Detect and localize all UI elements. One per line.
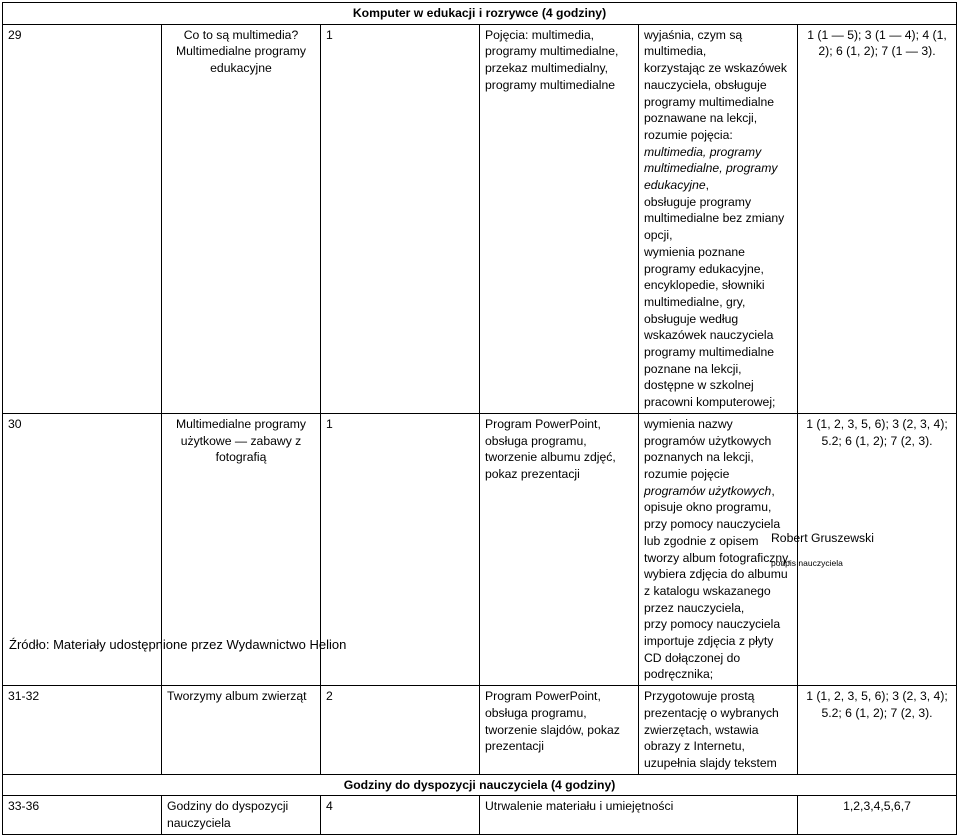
skill-item: opisuje okno programu, bbox=[644, 500, 772, 515]
skill-item: przy pomocy nauczyciela importuje zdjęcia z płyty CD dołączonej do podręcznika; bbox=[644, 617, 781, 682]
skill-item: wybiera zdjęcia do albumu z katalogu wskazanego przez nauczyciela, bbox=[644, 567, 788, 615]
table-row bbox=[3, 686, 957, 775]
lesson-skills bbox=[639, 24, 798, 413]
lesson-hours: 1 bbox=[321, 413, 480, 685]
core-curriculum-ref: 1 (1 — 5); 3 (1 — 4); 4 (1, 2); 6 (1, 2); 7 (1 — 3). bbox=[798, 24, 957, 413]
lesson-topic: Tworzymy album zwierząt bbox=[162, 686, 321, 775]
lesson-hours: 1 bbox=[321, 24, 480, 413]
section-title: Komputer w edukacji i rozrywce (4 godziny) bbox=[3, 3, 957, 25]
lesson-content: Program PowerPoint, obsługa programu, tworzenie albumu zdjęć, pokaz prezentacji bbox=[480, 413, 639, 685]
skill-punct: , bbox=[771, 483, 775, 498]
skill-item bbox=[644, 127, 792, 194]
section-header-row bbox=[3, 3, 957, 25]
lesson-hours: 2 bbox=[321, 686, 480, 775]
lesson-hours: 4 bbox=[321, 796, 480, 834]
lesson-number: 33-36 bbox=[3, 796, 162, 834]
skill-item: Przygotowuje prostą prezentację o wybranych zwierzętach, wstawia obrazy z Internetu, uzupełnia slajdy tekstem bbox=[644, 689, 779, 770]
skill-punct: , bbox=[705, 178, 710, 193]
skill-terms: programów użytkowych bbox=[644, 483, 772, 498]
skill-item: wymienia nazwy programów użytkowych poznanych na lekcji, bbox=[644, 416, 772, 465]
lesson-plan-table bbox=[2, 2, 957, 835]
table-row bbox=[3, 796, 957, 834]
lesson-number: 29 bbox=[3, 24, 162, 413]
section-title: Godziny do dyspozycji nauczyciela (4 godziny) bbox=[3, 774, 957, 796]
lesson-topic: Godziny do dyspozycji nauczyciela bbox=[162, 796, 321, 834]
table-row bbox=[3, 24, 957, 413]
source-note: Źródło: Materiały udostępnione przez Wydawnictwo Helion bbox=[9, 637, 347, 652]
skill-item: obsługuje według wskazówek nauczyciela programy multimedialne poznane na lekcji, dostępne w szkolnej pracowni komputerowej; bbox=[644, 311, 776, 410]
skill-item: przy pomocy nauczyciela lub zgodnie z opisem tworzy album fotograficzny, bbox=[644, 517, 791, 565]
section-header-row bbox=[3, 774, 957, 796]
signature-label: podpis nauczyciela bbox=[771, 558, 843, 568]
lesson-content: Utrwalenie materiału i umiejętności bbox=[480, 796, 798, 834]
lesson-skills bbox=[639, 413, 798, 685]
skill-item: obsługuje programy multimedialne bez zmiany opcji, bbox=[644, 194, 785, 243]
skill-text: rozumie pojęcie bbox=[644, 466, 730, 481]
teacher-name: Robert Gruszewski bbox=[771, 531, 874, 545]
skill-item: wymienia poznane programy edukacyjne, encyklopedie, słowniki multimedialne, gry, bbox=[644, 244, 765, 309]
lesson-content: Program PowerPoint, obsługa programu, tworzenie slajdów, pokaz prezentacji bbox=[480, 686, 639, 775]
lesson-topic: Co to są multimedia? Multimedialne programy edukacyjne bbox=[162, 24, 321, 413]
core-curriculum-ref: 1 (1, 2, 3, 5, 6); 3 (2, 3, 4); 5.2; 6 (1, 2); 7 (2, 3). bbox=[798, 686, 957, 775]
skill-text: rozumie pojęcia: bbox=[644, 127, 733, 142]
core-curriculum-ref: 1 (1, 2, 3, 5, 6); 3 (2, 3, 4); 5.2; 6 (1, 2); 7 (2, 3). bbox=[798, 413, 957, 685]
skill-item bbox=[644, 466, 792, 499]
skill-item: korzystając ze wskazówek nauczyciela, obsługuje programy multimedialne poznawane na lekcji, bbox=[644, 61, 787, 126]
core-curriculum-ref: 1,2,3,4,5,6,7 bbox=[798, 796, 957, 834]
lesson-content: Pojęcia: multimedia, programy multimedialne, przekaz multimedialny, programy multimedialne bbox=[480, 24, 639, 413]
skill-item: wyjaśnia, czym są multimedia, bbox=[644, 27, 743, 59]
lesson-number: 30 bbox=[3, 413, 162, 685]
lesson-skills bbox=[639, 686, 798, 775]
lesson-number: 31-32 bbox=[3, 686, 162, 775]
skill-terms: multimedia, programy multimedialne, programy edukacyjne bbox=[644, 144, 778, 193]
lesson-topic: Multimedialne programy użytkowe — zabawy z fotografią bbox=[162, 413, 321, 685]
